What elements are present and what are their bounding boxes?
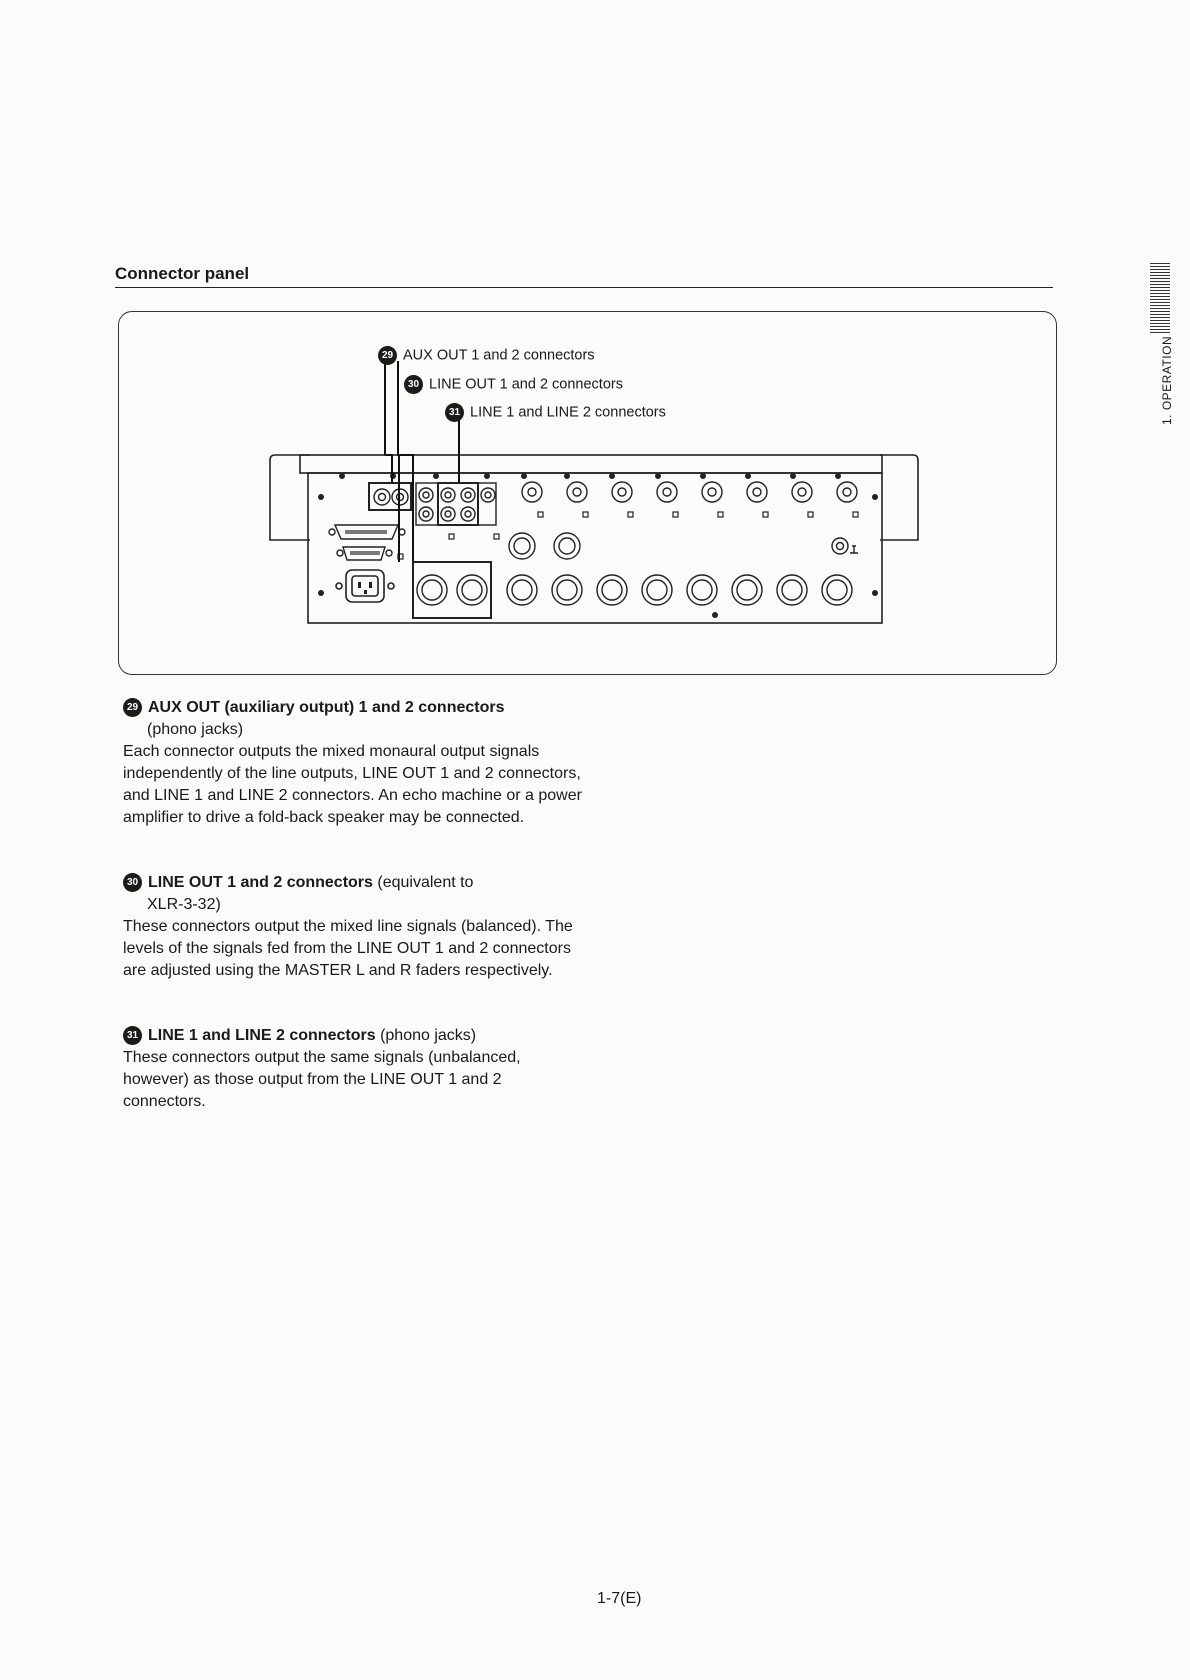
side-tab-label: 1. OPERATION: [1160, 335, 1174, 425]
description-line-1-2: [123, 1025, 583, 1113]
section-title: Connector panel: [115, 264, 250, 283]
callout-label-text: LINE OUT 1 and 2 connectors: [429, 376, 623, 393]
description-number-badge: 31: [123, 1026, 142, 1045]
callout-line-out: [404, 375, 623, 394]
description-heading-suffix: (equivalent to: [377, 874, 474, 891]
description-body: Each connector outputs the mixed monaural output signals independently of the line outputs, LINE OUT 1 and 2 connectors, and LINE 1 and LINE 2 connectors. An echo machine or a power amplifier to drive a fold-back speaker may be connected.: [123, 743, 582, 826]
callout-number-badge: 31: [445, 403, 464, 422]
description-number-badge: 30: [123, 873, 142, 892]
description-heading: AUX OUT (auxiliary output) 1 and 2 connectors: [148, 699, 505, 716]
description-number-badge: 29: [123, 698, 142, 717]
callout-aux-out: [378, 346, 595, 365]
callout-label-text: AUX OUT 1 and 2 connectors: [403, 347, 595, 364]
connector-panel-diagram: [0, 0, 1190, 700]
description-aux-out: [123, 697, 583, 829]
callout-label-text: LINE 1 and LINE 2 connectors: [470, 404, 666, 421]
description-heading: LINE OUT 1 and 2 connectors: [148, 874, 373, 891]
page-number: 1-7(E): [597, 1590, 642, 1607]
description-heading-suffix: (phono jacks): [380, 1027, 477, 1044]
callout-number-badge: 30: [404, 375, 423, 394]
description-body: These connectors output the same signals (unbalanced, however) as those output from the LINE OUT 1 and 2 connectors.: [123, 1049, 521, 1110]
description-subheading: XLR-3-32): [147, 896, 221, 913]
description-body: These connectors output the mixed line signals (balanced). The levels of the signals fed from the LINE OUT 1 and 2 connectors are adjusted using the MASTER L and R faders respectively.: [123, 918, 573, 979]
callout-number-badge: 29: [378, 346, 397, 365]
description-line-out: [123, 872, 583, 982]
description-subheading: (phono jacks): [147, 721, 244, 738]
description-heading: LINE 1 and LINE 2 connectors: [148, 1027, 376, 1044]
callout-line-1-2: [445, 403, 666, 422]
